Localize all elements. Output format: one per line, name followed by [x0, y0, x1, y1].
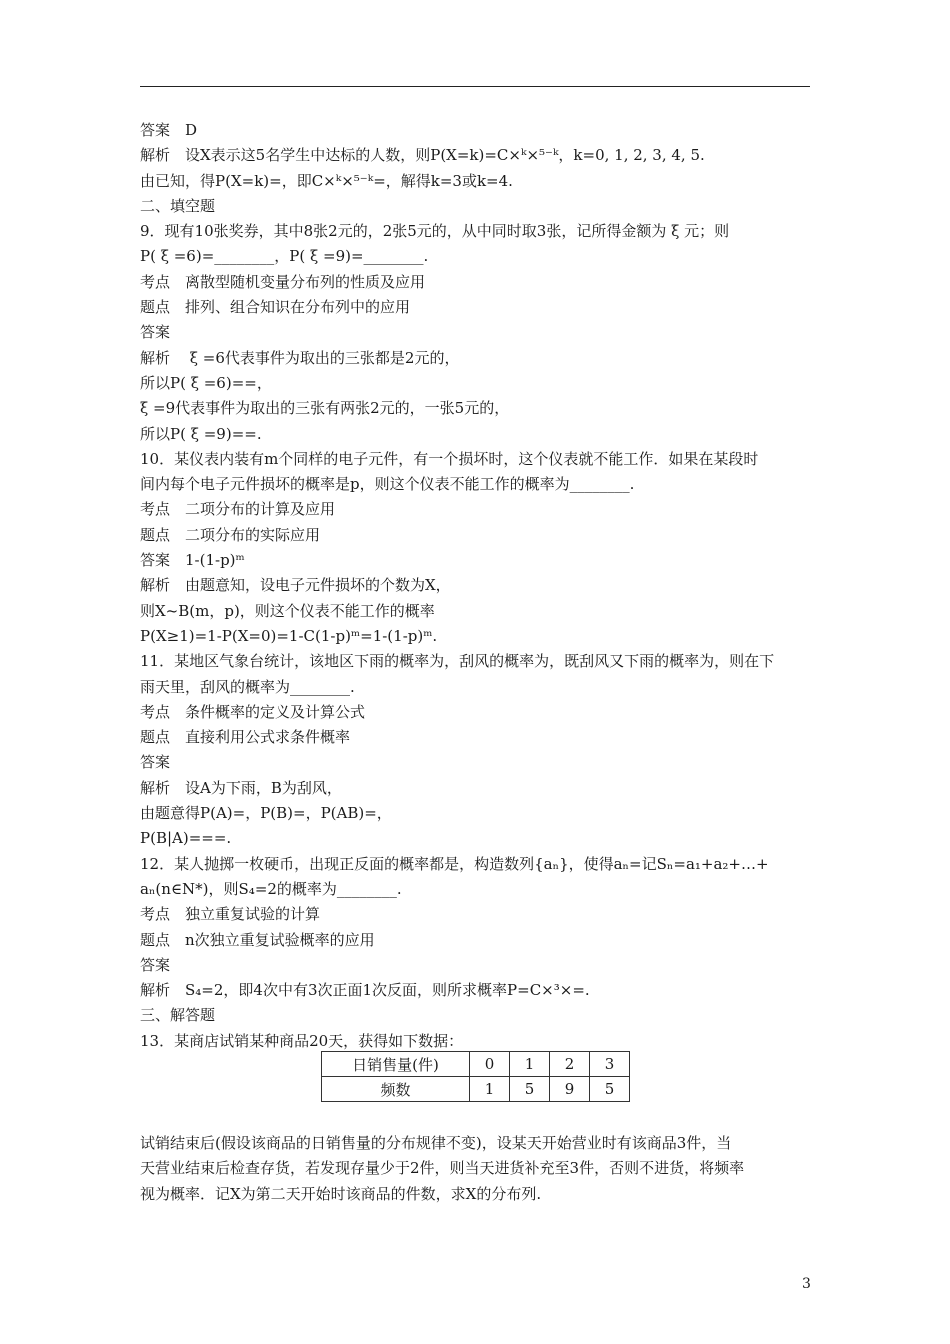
- text-line: 题点 排列、组合知识在分布列中的应用: [140, 298, 411, 317]
- text-line: 雨天里，刮风的概率为________.: [140, 677, 355, 696]
- text-line: 考点 条件概率的定义及计算公式: [140, 702, 366, 721]
- text-line: 间内每个电子元件损坏的概率是p，则这个仪表不能工作的概率为________.: [140, 475, 635, 494]
- problem-13-continuation: [140, 1131, 820, 1207]
- sales-frequency-table: [321, 1051, 630, 1102]
- table-cell: 0: [470, 1052, 510, 1077]
- text-line: P( ξ =6)=________，P( ξ =9)=________.: [140, 247, 429, 266]
- text-line: 12．某人抛掷一枚硬币，出现正反面的概率都是，构造数列{aₙ}，使得aₙ=记Sₙ=a₁+a₂+…+: [140, 854, 769, 873]
- text-line: 试销结束后(假设该商品的日销售量的分布规律不变)，设某天开始营业时有该商品3件，当: [140, 1134, 732, 1152]
- text-line: 11．某地区气象台统计，该地区下雨的概率为，刮风的概率为，既刮风又下雨的概率为，则在下: [140, 652, 775, 671]
- header-rule: [140, 86, 810, 87]
- text-line: 所以P( ξ =6)==，: [140, 373, 272, 392]
- table-cell: 5: [510, 1077, 550, 1102]
- text-line: 答案 1-(1-p)ᵐ: [140, 551, 245, 570]
- text-line: 考点 独立重复试验的计算: [140, 905, 321, 924]
- text-line: 则X~B(m，p)，则这个仪表不能工作的概率: [140, 601, 435, 620]
- table-cell: 2: [550, 1052, 590, 1077]
- text-line: 9．现有10张奖券，其中8张2元的，2张5元的，从中同时取3张，记所得金额为 ξ 元；则: [140, 222, 730, 241]
- text-line: 视为概率．记X为第二天开始时该商品的件数，求X的分布列.: [140, 1184, 542, 1203]
- text-line: ξ =9代表事件为取出的三张有两张2元的，一张5元的，: [140, 399, 510, 418]
- text-line: 答案: [140, 955, 171, 974]
- text-line: P(B|A)===.: [140, 829, 232, 848]
- table-cell: 1: [510, 1052, 550, 1077]
- table-row-header: [322, 1052, 630, 1077]
- table-cell: 1: [470, 1077, 510, 1102]
- text-line: 10．某仪表内装有m个同样的电子元件，有一个损坏时，这个仪表就不能工作．如果在某段时: [140, 449, 759, 468]
- text-line: 二、填空题: [140, 196, 216, 215]
- sales-table-wrap: [321, 1051, 630, 1102]
- text-line: 答案: [140, 753, 171, 772]
- text-line: 解析 设A为下雨，B为刮风，: [140, 778, 342, 797]
- text-line: 答案: [140, 323, 171, 342]
- table-cell: 9: [550, 1077, 590, 1102]
- text-line: aₙ(n∈N*)，则S₄=2的概率为________.: [140, 879, 402, 898]
- text-line: 所以P( ξ =9)==.: [140, 424, 262, 443]
- text-line: 由已知，得P(X=k)=，即C×ᵏ×⁵⁻ᵏ=，解得k=3或k=4.: [140, 171, 513, 190]
- table-cell: 5: [590, 1077, 630, 1102]
- text-line: P(X≥1)=1-P(X=0)=1-C(1-p)ᵐ=1-(1-p)ᵐ.: [140, 626, 438, 645]
- table-row-label: 频数: [322, 1077, 470, 1102]
- text-line: 解析 设X表示这5名学生中达标的人数，则P(X=k)=C×ᵏ×⁵⁻ᵏ，k=0, 1, 2, 3, 4, 5.: [140, 146, 705, 165]
- text-line: 答案 D: [140, 121, 198, 139]
- text-line: 天营业结束后检查存货，若发现存量少于2件，则当天进货补充至3件，否则不进货，将频率: [140, 1159, 745, 1178]
- table-header-label: 日销售量(件): [322, 1052, 470, 1077]
- text-line: 考点 二项分布的计算及应用: [140, 500, 336, 519]
- text-line: 题点 直接利用公式求条件概率: [140, 728, 351, 747]
- text-line: 解析 S₄=2，即4次中有3次正面1次反面，则所求概率P=C×³×=.: [140, 981, 590, 1000]
- text-line: 题点 n次独立重复试验概率的应用: [140, 930, 375, 949]
- page-number: 3: [802, 1276, 811, 1292]
- text-line: 解析 由题意知，设电子元件损坏的个数为X，: [140, 576, 451, 595]
- table-row-frequency: [322, 1077, 630, 1102]
- text-line: 三、解答题: [140, 1006, 216, 1025]
- text-line: 考点 离散型随机变量分布列的性质及应用: [140, 272, 426, 291]
- body-text: [140, 118, 820, 1054]
- text-line: 13．某商店试销某种商品20天，获得如下数据：: [140, 1031, 464, 1050]
- table-cell: 3: [590, 1052, 630, 1077]
- text-line: 解析 ξ =6代表事件为取出的三张都是2元的，: [140, 348, 460, 367]
- text-line: 题点 二项分布的实际应用: [140, 525, 321, 544]
- text-line: 由题意得P(A)=，P(B)=，P(AB)=，: [140, 804, 392, 823]
